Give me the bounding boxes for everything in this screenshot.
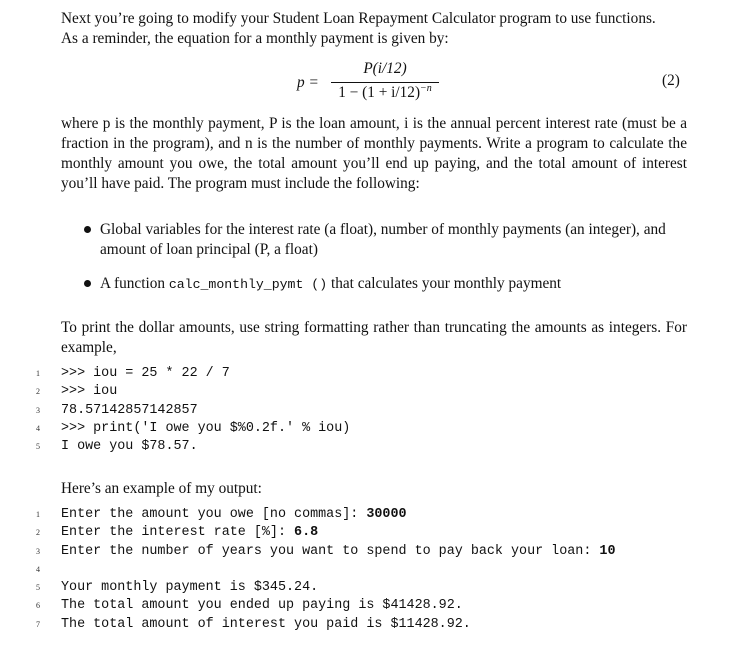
denominator-base: 1 − (1 + i/12) [338,84,421,102]
description-paragraph: where p is the monthly payment, P is the loan amount, i is the annual percent interest rate (must be a fraction in the program), and n is the number of monthly payments. Write a program to calculate the monthly amount you owe, the total amount you’ll end up paying, and the total amount of interest you’ll have paid. The program must include the following: [61,115,687,192]
function-name-code: calc_monthly_pymt () [168,277,328,292]
list-item [81,274,687,295]
line-number: 2 [36,528,40,538]
code-line [0,365,747,383]
line-number: 1 [36,510,40,519]
output-line [0,616,747,634]
code-text: I owe you $78.57. [61,439,198,455]
bullet-text: Global variables for the interest rate (a float), number of monthly payments (an integer), and amount of loan principal (P, a float) [100,221,666,258]
intro-paragraph [61,9,687,49]
bullet-suffix: that calculates your monthly payment [327,275,562,292]
line-number: 6 [36,601,40,611]
output-line [0,506,747,524]
line-number: 3 [36,405,40,415]
intro-line-1: Next you’re going to modify your Student Loan Repayment Calculator program to use functions. [61,10,656,27]
intro-line-2: As a reminder, the equation for a monthly payment is given by: [61,30,449,47]
code-example-block [0,365,747,456]
bullet-icon [84,280,91,287]
code-line [0,438,747,456]
output-prompt: The total amount you ended up paying is $41428.92. [61,598,463,614]
user-input: 30000 [366,507,407,522]
output-line [0,597,747,615]
output-line [0,561,747,579]
code-text: >>> iou [61,384,118,400]
requirements-list [81,220,687,309]
code-line [0,383,747,401]
bullet-icon [84,226,91,233]
line-number: 4 [36,423,40,433]
payment-equation [0,58,747,106]
line-number: 1 [36,369,40,378]
code-text: >>> print('I owe you $%0.2f.' % iou) [61,420,351,436]
code-text: 78.57142857142857 [61,402,198,418]
output-example-block [0,506,747,634]
denominator-exponent: −n [420,83,432,94]
equation-denominator [331,83,439,102]
equation-number: (2) [662,72,680,89]
bullet-prefix: A function [100,275,169,292]
output-prompt: Enter the number of years you want to spend to pay back your loan: [61,543,600,559]
output-prompt: Your monthly payment is $345.24. [61,580,319,596]
line-number: 5 [36,583,40,593]
line-number: 5 [36,442,40,452]
line-number: 4 [36,564,40,574]
line-number: 2 [36,387,40,397]
list-item [81,220,687,260]
output-prompt: The total amount of interest you paid is $11428.92. [61,616,471,632]
line-number: 7 [36,619,40,629]
output-line [0,543,747,561]
equation-lhs: p = [297,74,319,91]
output-line [0,524,747,542]
user-input: 6.8 [294,525,319,541]
code-line [0,402,747,420]
output-prompt: Enter the interest rate [%]: [61,525,295,541]
output-prompt: Enter the amount you owe [no commas]: [61,507,367,522]
user-input: 10 [599,543,616,559]
formatting-paragraph: To print the dollar amounts, use string formatting rather than truncating the amounts as integers. For example, [61,319,687,356]
output-intro: Here’s an example of my output: [61,480,262,497]
code-text: >>> iou = 25 * 22 / 7 [61,366,230,381]
equation-numerator: P(i/12) [363,60,407,77]
code-line [0,420,747,438]
output-line [0,579,747,597]
line-number: 3 [36,546,40,556]
